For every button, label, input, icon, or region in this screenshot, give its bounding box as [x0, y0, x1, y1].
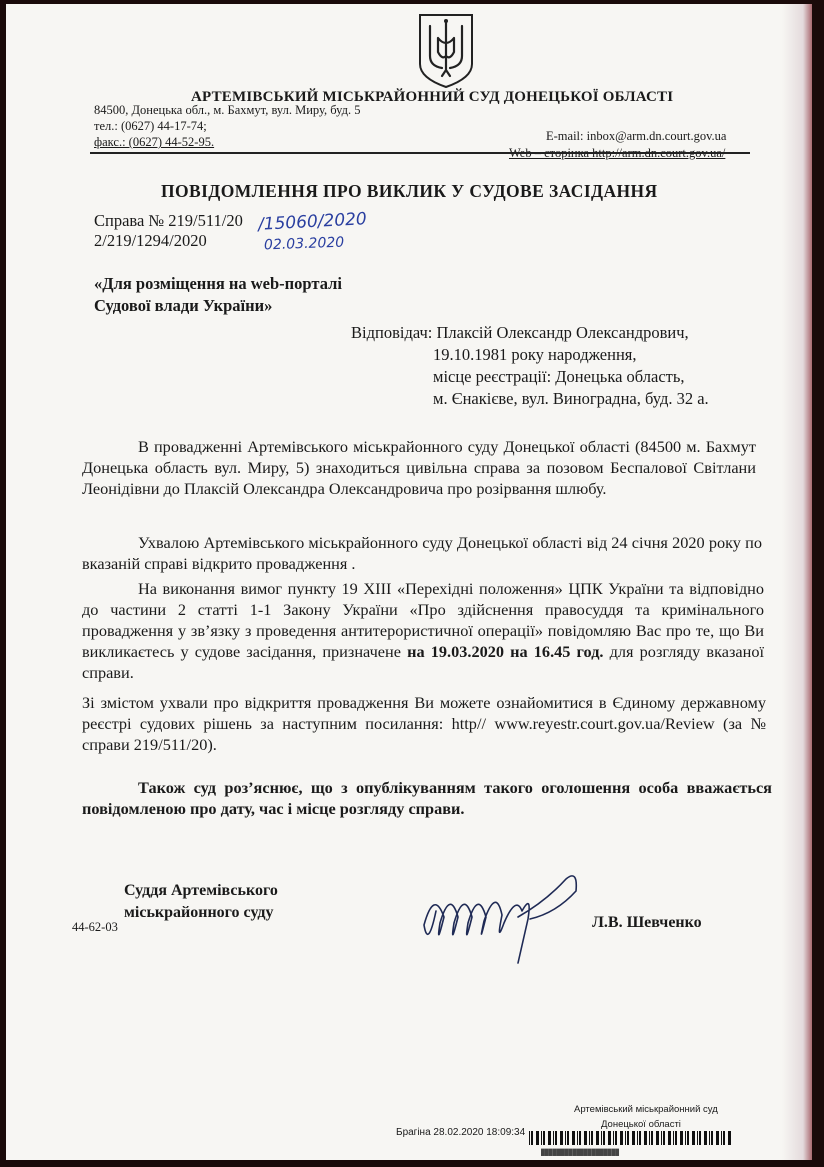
web-portal-note-line: Судової влади України»	[94, 296, 273, 315]
barcode-bar	[567, 1131, 569, 1145]
barcode-bar	[555, 1131, 557, 1145]
barcode-bar	[577, 1131, 578, 1145]
barcode-bar	[613, 1131, 614, 1145]
barcode-bar	[584, 1131, 587, 1145]
barcode-bar	[572, 1131, 575, 1145]
barcode-number: ████████████████████	[541, 1149, 620, 1156]
barcode-bar	[529, 1131, 530, 1145]
barcode-bar	[685, 1131, 686, 1145]
handwritten-incoming-number: /15060/2020	[257, 209, 368, 235]
barcode-bar	[728, 1131, 731, 1145]
document-code: 44-62-03	[72, 920, 118, 934]
header-divider	[90, 152, 750, 154]
barcode-bar	[589, 1131, 590, 1145]
paragraph-publication-notice: Також суд роз’яснює, що з опублікуванням такого оголошення особа вважається повідомленою про дату, час і місце розгляду справи.	[82, 778, 772, 818]
summons-text: На виконання вимог пункту 19 ХІІІ «Перехідні положення» ЦПК України та відповідно до частини 2 статті 1-1 Закону України «Про здійснення правосуддя та кримінального провадження у зв’язку з проведення антитерористичної операції» повідомляю Вас про те, що Ви викликаєтесь у судове засідання, призначене	[82, 579, 764, 661]
barcode-bar	[536, 1131, 539, 1145]
barcode-bar	[711, 1131, 713, 1145]
barcode-bar	[721, 1131, 722, 1145]
web-portal-note-line: «Для розміщення на web-порталі	[94, 274, 342, 293]
paragraph-registry: Зі змістом ухвали про відкриття провадження Ви можете ознайомитися в Єдиному державному реєстрі судових рішень за наступним посилання: http// www.reyestr.court.gov.ua/Review (за № справи 219/511/20).	[82, 693, 766, 754]
court-website: Web – сторінка http://arm.dn.court.gov.ua/	[509, 146, 726, 160]
court-fax: факс.: (0627) 44-52-95.	[94, 135, 215, 149]
barcode-bar	[548, 1131, 551, 1145]
barcode-bar	[608, 1131, 611, 1145]
barcode-bar	[649, 1131, 650, 1145]
handwritten-date: 02.03.2020	[263, 234, 345, 254]
barcode-bar	[651, 1131, 653, 1145]
barcode-bar	[687, 1131, 689, 1145]
barcode-bar	[656, 1131, 659, 1145]
registration-info: Брагіна 28.02.2020 18:09:34	[396, 1127, 526, 1138]
court-email: E-mail: inbox@arm.dn.court.gov.ua	[546, 129, 727, 143]
barcode-bar	[579, 1131, 581, 1145]
judge-title-line: міськрайонного суду	[124, 904, 274, 921]
case-number-block	[94, 211, 243, 251]
summons-end: для розгляду вказаної справи.	[82, 642, 764, 682]
barcode-bar	[716, 1131, 719, 1145]
barcode-bar	[675, 1131, 677, 1145]
stamp-court-name: Артемівський міськрайонний суд	[574, 1104, 718, 1115]
barcode-bar	[699, 1131, 701, 1145]
barcode-bar	[596, 1131, 599, 1145]
paragraph-case-info: В провадженні Артемівського міськрайонного суду Донецької області (84500 м. Бахмут Донецька область вул. Миру, 5) знаходиться цивільна справа за позовом Беспалової Світлани Леонідівни до Плаксій Олександра Олександровича про розірвання шлюбу.	[82, 437, 756, 498]
paragraph-ruling: Ухвалою Артемівського міськрайонного суду Донецької області від 24 січня 2020 року по вказаній справі відкрито провадження .	[82, 533, 762, 573]
web-portal-note	[94, 273, 342, 317]
barcode-bar	[668, 1131, 671, 1145]
scan-edge-shadow	[782, 4, 812, 1160]
document-page	[6, 4, 812, 1160]
proceeding-number: 2/219/1294/2020	[94, 231, 207, 250]
defendant-registration: місце реєстрації: Донецька область,	[433, 367, 685, 386]
judge-title	[124, 880, 278, 924]
barcode-bar	[620, 1131, 623, 1145]
barcode-bar	[663, 1131, 665, 1145]
barcode-bar	[637, 1131, 638, 1145]
defendant-name: Відповідач: Плаксій Олександр Олександрович,	[351, 323, 689, 342]
barcode	[527, 1125, 737, 1147]
judge-title-line: Суддя Артемівського	[124, 882, 278, 899]
barcode-bar	[601, 1131, 602, 1145]
barcode-bar	[560, 1131, 563, 1145]
barcode-bar	[673, 1131, 674, 1145]
summons-na: на	[407, 642, 425, 661]
barcode-bar	[723, 1131, 725, 1145]
barcode-bar	[644, 1131, 647, 1145]
barcode-bar	[639, 1131, 641, 1145]
barcode-bar	[625, 1131, 626, 1145]
defendant-block	[351, 322, 709, 410]
barcode-bar	[531, 1131, 533, 1145]
defendant-address: м. Єнакієве, вул. Виноградна, буд. 32 а.	[433, 389, 709, 408]
court-phone: тел.: (0627) 44-17-74;	[94, 119, 207, 133]
barcode-bar	[627, 1131, 629, 1145]
coat-of-arms-icon	[416, 12, 476, 90]
hearing-datetime: 19.03.2020 на 16.45 год.	[430, 642, 604, 661]
barcode-bar	[661, 1131, 662, 1145]
court-name: АРТЕМІВСЬКИЙ МІСЬКРАЙОННИЙ СУД ДОНЕЦЬКОЇ ОБЛАСТІ	[191, 89, 674, 105]
document-title: ПОВІДОМЛЕННЯ ПРО ВИКЛИК У СУДОВЕ ЗАСІДАННЯ	[161, 181, 658, 201]
judge-name: Л.В. Шевченко	[592, 914, 702, 931]
case-number: Справа № 219/511/20	[94, 211, 243, 230]
barcode-bar	[541, 1131, 542, 1145]
barcode-bar	[697, 1131, 698, 1145]
barcode-bar	[709, 1131, 710, 1145]
barcode-bar	[591, 1131, 593, 1145]
barcode-bar	[603, 1131, 605, 1145]
barcode-bar	[692, 1131, 695, 1145]
barcode-bar	[553, 1131, 554, 1145]
barcode-bar	[615, 1131, 617, 1145]
court-address: 84500, Донецька обл., м. Бахмут, вул. Миру, буд. 5	[94, 103, 361, 117]
defendant-birth: 19.10.1981 року народження,	[433, 345, 637, 364]
barcode-bar	[632, 1131, 635, 1145]
barcode-bar	[680, 1131, 683, 1145]
stamp-region: Донецької області	[601, 1119, 681, 1130]
paragraph-summons	[82, 578, 764, 683]
barcode-bar	[704, 1131, 707, 1145]
handwritten-signature	[406, 859, 586, 969]
barcode-bar	[543, 1131, 545, 1145]
barcode-bar	[565, 1131, 566, 1145]
